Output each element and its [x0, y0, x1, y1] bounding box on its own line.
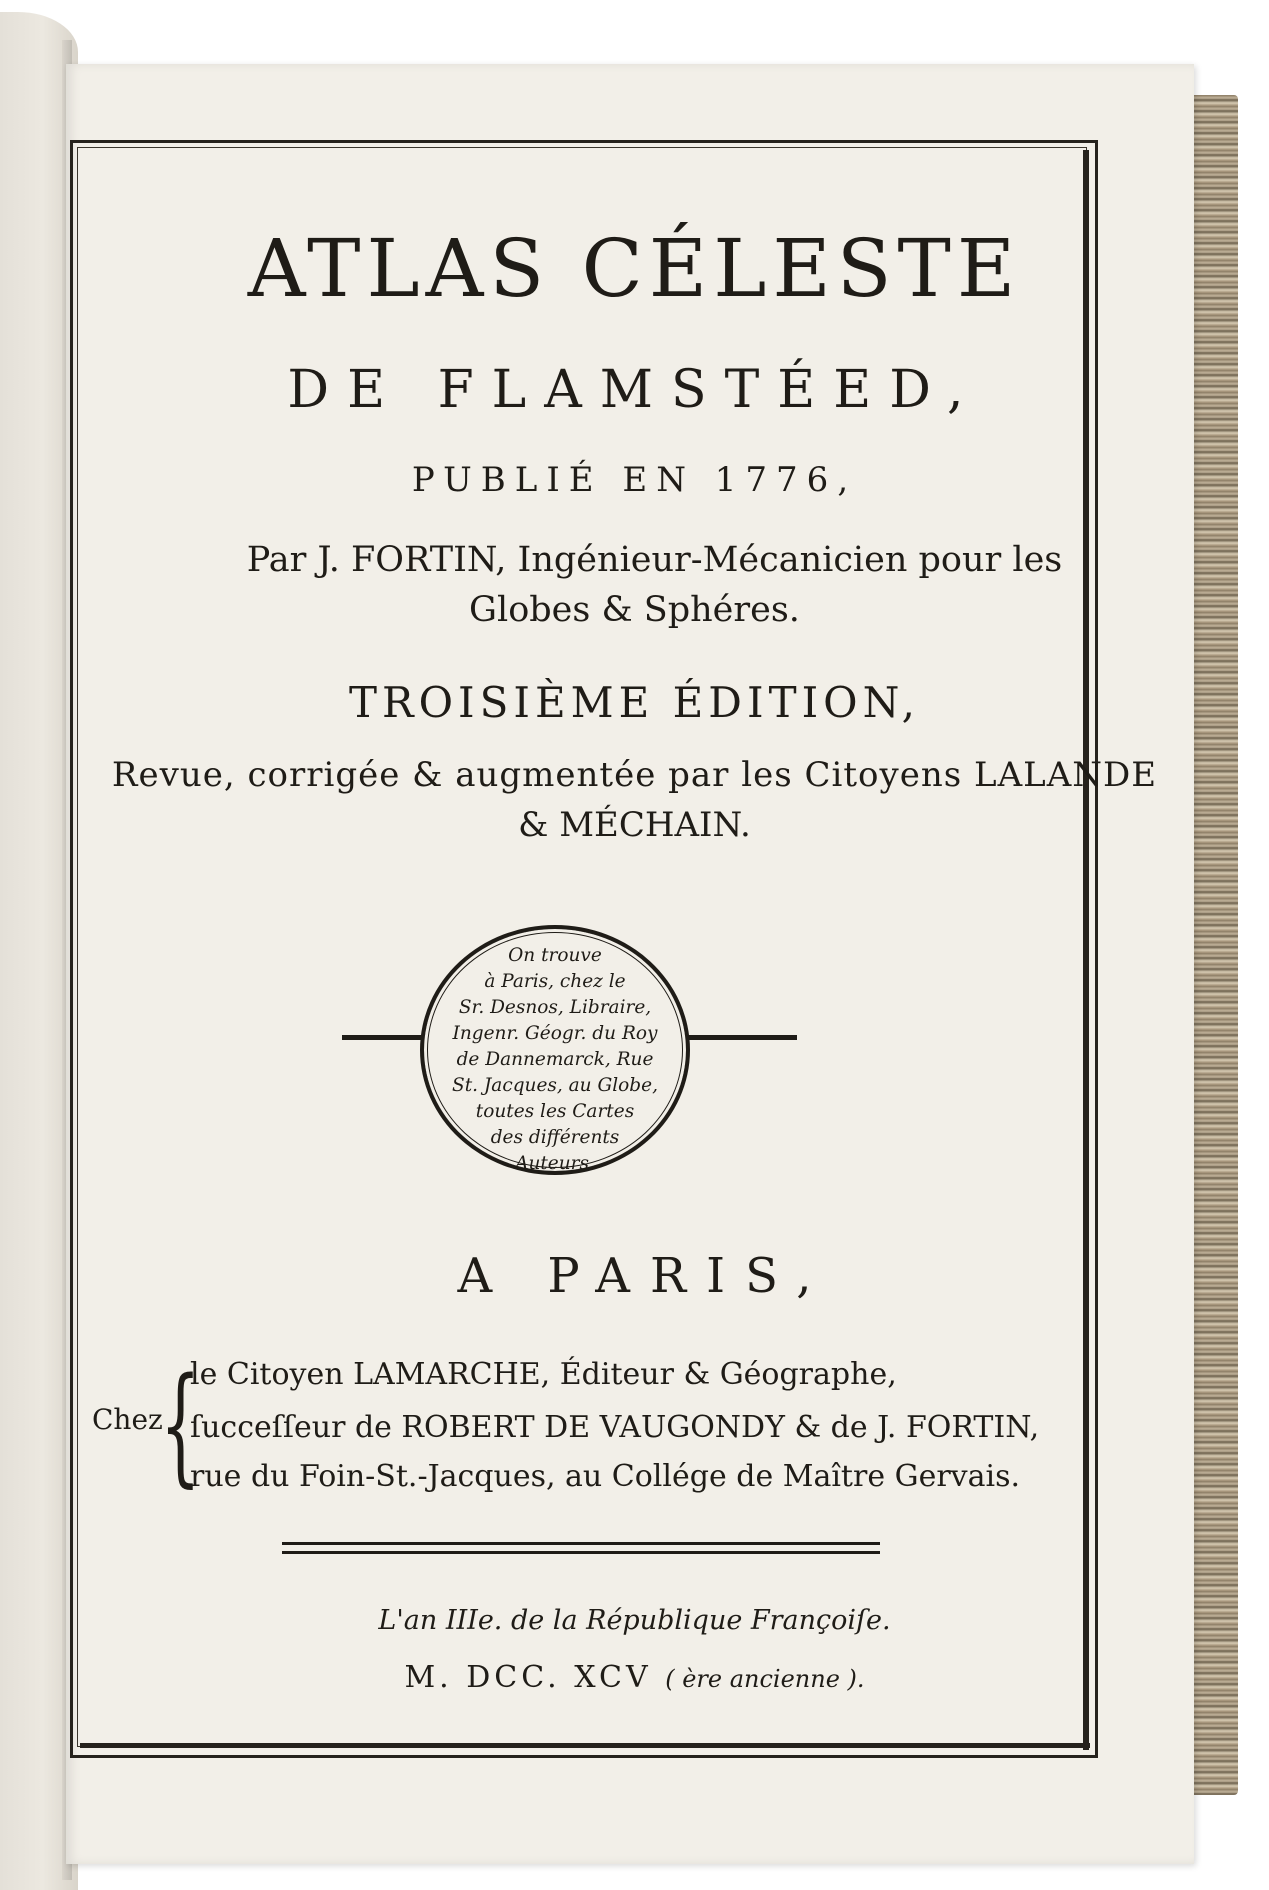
- date-note: ( ère ancienne ).: [665, 1665, 865, 1693]
- author-line-1: Par J. FORTIN, Ingénieur-Mécanicien pour les: [246, 540, 1063, 580]
- book-subtitle: DE FLAMSTÉED,: [287, 360, 982, 420]
- seal-line: à Paris, chez le: [484, 971, 626, 992]
- bookseller-seal: [420, 925, 690, 1175]
- chez-label: Chez: [92, 1403, 163, 1436]
- seal-text: [424, 943, 686, 1177]
- seal-line: St. Jacques, au Globe,: [452, 1075, 658, 1096]
- imprint-date: [0, 1660, 1269, 1695]
- seal-line: Sr. Desnos, Libraire,: [458, 997, 652, 1018]
- imprint-place: A PARIS,: [457, 1248, 832, 1304]
- double-rule-top: [282, 1542, 880, 1545]
- republic-year: L'an IIIe. de la République Françoiſe.: [378, 1605, 891, 1636]
- roman-date: M. DCC. XCV: [404, 1660, 652, 1695]
- seal-line: toutes les Cartes: [475, 1101, 635, 1122]
- page-border-bottom-rule: [80, 1743, 1090, 1748]
- seal-line: des différents: [490, 1127, 620, 1148]
- edition-heading: TROISIÈME ÉDITION,: [348, 678, 921, 727]
- address-line-1: le Citoyen LAMARCHE, Éditeur & Géographe,: [190, 1357, 897, 1392]
- seal-line: de Dannemarck, Rue: [456, 1049, 654, 1070]
- book-title: ATLAS CÉLESTE: [247, 222, 1022, 315]
- seal-line: On trouve: [508, 945, 602, 966]
- address-line-3: rue du Foin-St.-Jacques, au Collége de Maître Gervais.: [190, 1459, 1021, 1494]
- address-line-2: ſucceſſeur de ROBERT DE VAUGONDY & de J. FORTIN,: [190, 1410, 1040, 1445]
- book-spine-edge: [1190, 95, 1238, 1795]
- curly-brace: {: [160, 1351, 201, 1500]
- revision-line-1: Revue, corrigée & augmentée par les Citoyens LALANDE: [111, 755, 1158, 795]
- author-line-2: Globes & Sphéres.: [469, 590, 800, 630]
- double-rule-bottom: [282, 1551, 880, 1554]
- seal-line: Auteurs.: [515, 1153, 595, 1174]
- publication-note: PUBLIÉ EN 1776,: [411, 460, 858, 500]
- revision-line-2: & MÉCHAIN.: [518, 805, 751, 845]
- seal-line: Ingenr. Géogr. du Roy: [452, 1023, 658, 1044]
